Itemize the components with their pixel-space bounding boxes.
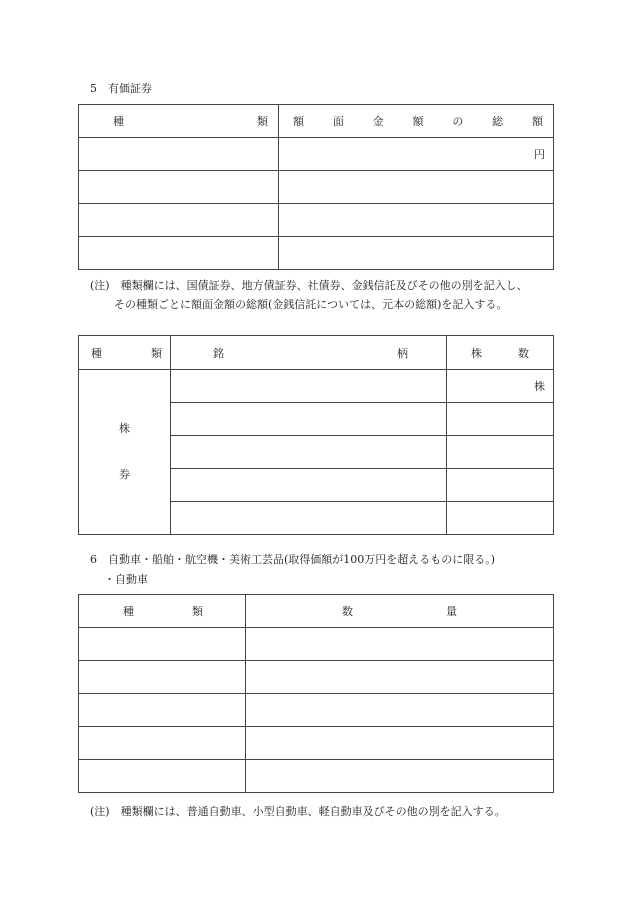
brand-cell[interactable] <box>171 502 447 535</box>
table-row <box>79 727 554 760</box>
table-row <box>79 237 554 270</box>
table-row <box>79 370 554 403</box>
note-2: (注) 種類欄には、普通自動車、小型自動車、軽自動車及びその他の別を記入する。 <box>90 805 506 818</box>
count-cell[interactable] <box>447 436 554 469</box>
section6-subheading: ・自動車 <box>104 573 148 586</box>
brand-cell[interactable] <box>171 370 447 403</box>
amount-cell[interactable] <box>279 237 554 270</box>
header-type: 種 類 <box>79 336 171 370</box>
count-cell[interactable] <box>447 469 554 502</box>
header-quantity: 数 量 <box>246 595 554 628</box>
brand-cell[interactable] <box>171 469 447 502</box>
brand-cell[interactable] <box>171 403 447 436</box>
table-row <box>79 138 554 171</box>
type-cell[interactable] <box>79 204 279 237</box>
table-row <box>79 171 554 204</box>
header-share-count: 株 数 <box>447 336 554 370</box>
type-cell[interactable] <box>79 661 246 694</box>
note-1-line-2: その種類ごとに額面金額の総額(金銭信託については、元本の総額)を記入する。 <box>114 298 508 311</box>
table-row <box>79 204 554 237</box>
amount-cell[interactable]: 円 <box>279 138 554 171</box>
table-row <box>79 628 554 661</box>
vehicles-table <box>78 594 554 793</box>
brand-cell[interactable] <box>171 436 447 469</box>
header-type: 種 類 <box>79 595 246 628</box>
securities-table <box>78 104 554 270</box>
quantity-cell[interactable] <box>246 760 554 793</box>
quantity-cell[interactable] <box>246 727 554 760</box>
header-brand: 銘 柄 <box>171 336 447 370</box>
header-type: 種 類 <box>79 105 279 138</box>
note-1-line-1: (注) 種類欄には、国債証券、地方債証券、社債券、金銭信託及びその他の別を記入し、 <box>90 279 528 292</box>
type-cell[interactable] <box>79 237 279 270</box>
type-cell[interactable] <box>79 628 246 661</box>
stocks-table <box>78 335 554 535</box>
stock-certificate-label: 株 券 <box>79 370 171 535</box>
quantity-cell[interactable] <box>246 661 554 694</box>
amount-cell[interactable] <box>279 204 554 237</box>
count-cell[interactable] <box>447 502 554 535</box>
quantity-cell[interactable] <box>246 628 554 661</box>
amount-cell[interactable] <box>279 171 554 204</box>
type-cell[interactable] <box>79 727 246 760</box>
table-row <box>79 661 554 694</box>
type-cell[interactable] <box>79 694 246 727</box>
header-face-amount-total: 額 面 金 額 の 総 額 <box>279 105 554 138</box>
quantity-cell[interactable] <box>246 694 554 727</box>
type-cell[interactable] <box>79 171 279 204</box>
count-cell[interactable]: 株 <box>447 370 554 403</box>
count-cell[interactable] <box>447 403 554 436</box>
table-row <box>79 694 554 727</box>
type-cell[interactable] <box>79 760 246 793</box>
table-row <box>79 760 554 793</box>
section6-heading: 6 自動車・船舶・航空機・美術工芸品(取得価額が100万円を超えるものに限る。) <box>90 553 496 566</box>
section5-heading: 5 有価証券 <box>90 82 152 95</box>
type-cell[interactable] <box>79 138 279 171</box>
